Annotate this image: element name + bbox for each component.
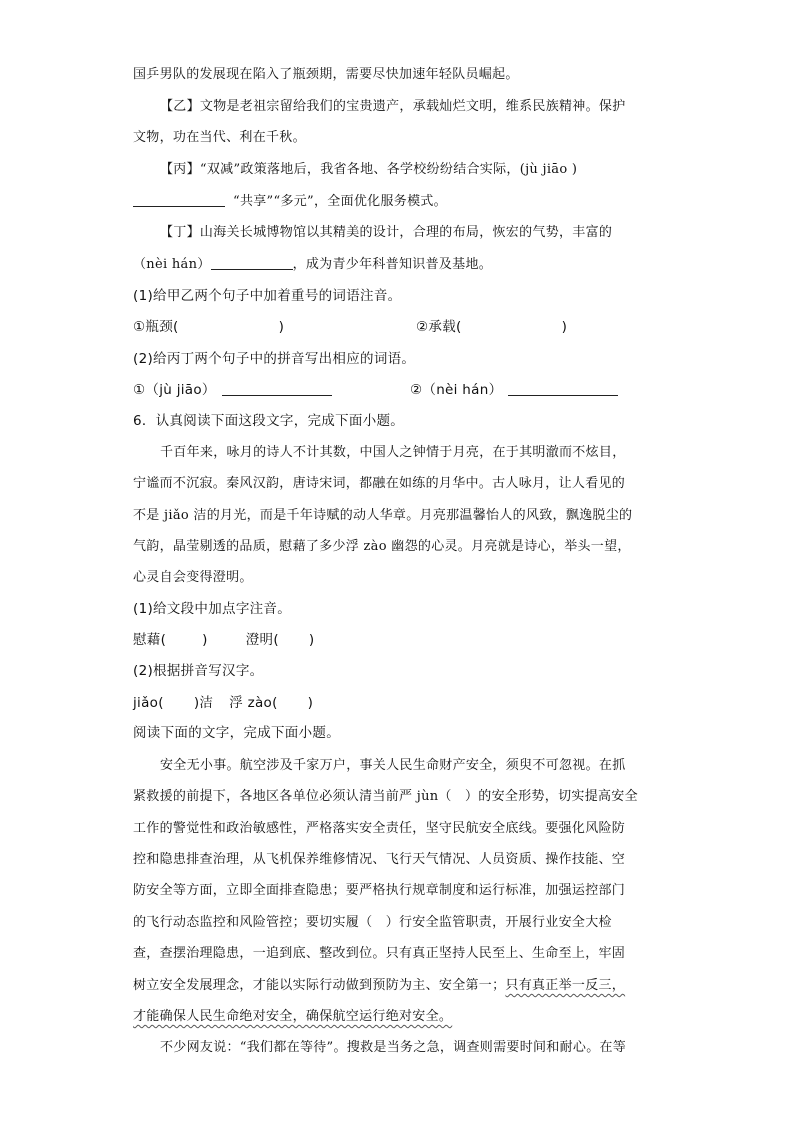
question-5-2-answers <box>133 381 653 399</box>
passage-ding-line <box>133 255 492 274</box>
answer-blank[interactable] <box>508 381 618 396</box>
answer-weiji-label: 慰藉( <box>133 632 167 648</box>
answer-pingjing-label: ①瓶颈( <box>133 319 179 335</box>
question-6-title: 6．认真阅读下面这段文字，完成下面小题。 <box>133 413 405 429</box>
passage-yi-line: 【乙】文物是老祖宗留给我们的宝贵遗产，承载灿烂文明，维系民族精神。保护 <box>160 99 626 114</box>
q6-passage-line: 宁谧而不沉寂。秦风汉韵，唐诗宋词，都融在如练的月华中。古人咏月，让人看见的 <box>133 476 626 491</box>
reading-line: 控和隐患排查治理，从飞机保养维修情况、飞行天气情况、人员资质、操作技能、空 <box>133 852 626 867</box>
passage-bing-line: 【丙】“双减”政策落地后，我省各地、各学校纷纷结合实际，(jù jiāo ) <box>160 162 578 177</box>
reading-line: 不少网友说：“我们都在等待”。搜救是当务之急，调查则需要时间和耐心。在等 <box>160 1040 627 1055</box>
answer-neihan <box>410 381 618 399</box>
answer-blank[interactable] <box>133 192 225 207</box>
q6-passage-line: 气韵，晶莹剔透的品质，慰藉了多少浮 zào 幽怨的心灵。月亮就是诗心，举头一望， <box>133 539 631 554</box>
answer-chengming-label: 澄明( <box>245 632 279 648</box>
reading-line: 安全无小事。航空涉及千家万户，事关人民生命财产安全，须臾不可忽视。在抓 <box>160 758 626 773</box>
paren-close: ) <box>202 632 208 648</box>
answer-jujiao-label: ①（jù jiāo） <box>133 382 216 398</box>
ding-line-text: ，成为青少年科普知识普及基地。 <box>292 257 493 272</box>
question-6-2: (2)根据拼音写汉字。 <box>133 663 264 679</box>
answer-zao-label: 浮 zào( <box>229 695 278 711</box>
q6-passage-line: 千百年来，咏月的诗人不计其数，中国人之钟情于月亮，在于其明澈而不炫目， <box>160 445 626 460</box>
bing-line-text: “共享”“多元”，全面优化服务模式。 <box>233 194 447 209</box>
answer-chengzai-label: ②承载( <box>416 319 462 335</box>
question-6-1: (1)给文段中加点字注音。 <box>133 601 292 617</box>
reading-title: 阅读下面的文字，完成下面小题。 <box>133 725 340 741</box>
answer-chengzai <box>416 318 567 336</box>
question-6-2-answers <box>133 694 313 712</box>
reading-line <box>133 977 625 995</box>
question-5-1: (1)给甲乙两个句子中加着重号的词语注音。 <box>133 288 402 304</box>
reading-line: 紧救援的前提下，各地区各单位必须认清当前严 jùn（ ）的安全形势，切实提高安全 <box>133 789 638 804</box>
answer-blank[interactable] <box>211 255 293 270</box>
reading-line-text: 树立安全发展理念，才能以实际行动做到预防为主、安全第一； <box>133 978 506 993</box>
passage-ding-line: 【丁】山海关长城博物馆以其精美的设计，合理的布局，恢宏的气势，丰富的 <box>160 225 613 240</box>
passage-bing-line <box>133 192 447 211</box>
q6-passage-line: 不是 jiǎo 洁的月光，而是千年诗赋的动人华章。月亮那温馨怡人的风致，飘逸脱尘的 <box>133 508 633 523</box>
paren-close: ) <box>307 695 314 711</box>
question-5-2: (2)给丙丁两个句子中的拼音写出相应的词语。 <box>133 351 416 367</box>
question-6-1-answers <box>133 631 315 649</box>
passage-yi-line: 文物，功在当代、利在千秋。 <box>133 130 306 145</box>
ding-pinyin: （nèi hán） <box>133 257 211 272</box>
reading-line: 的飞行动态监控和风险管控；要切实履（ ）行安全监管职责，开展行业安全大检 <box>133 915 612 930</box>
reading-line: 防安全等方面，立即全面排查隐患；要严格执行规章制度和运行标准，加强运控部门 <box>133 883 626 898</box>
question-5-1-answers <box>133 318 653 336</box>
answer-blank[interactable] <box>222 381 332 396</box>
passage-line: 国乒男队的发展现在陷入了瓶颈期，需要尽快加速年轻队员崛起。 <box>133 67 519 82</box>
paren-close: ) <box>308 632 315 648</box>
paren-close: ) <box>278 319 285 335</box>
wavy-underlined-text: 只有真正举一反三， <box>505 978 626 993</box>
answer-neihan-label: ②（nèi hán） <box>410 382 503 398</box>
reading-line <box>133 1008 452 1026</box>
answer-jiao-suffix: )洁 <box>193 695 214 711</box>
reading-line: 查，查摆治理隐患，一追到底、整改到位。只有真正坚持人民至上、生命至上，牢固 <box>133 946 626 961</box>
paren-close: ) <box>561 319 568 335</box>
wavy-underlined-text: 才能确保人民生命绝对安全，确保航空运行绝对安全。 <box>133 1009 453 1024</box>
answer-jiao-label: jiǎo( <box>133 695 164 711</box>
reading-line: 工作的警觉性和政治敏感性，严格落实安全责任，坚守民航安全底线。要强化风险防 <box>133 821 626 836</box>
q6-passage-line: 心灵自会变得澄明。 <box>133 570 253 585</box>
